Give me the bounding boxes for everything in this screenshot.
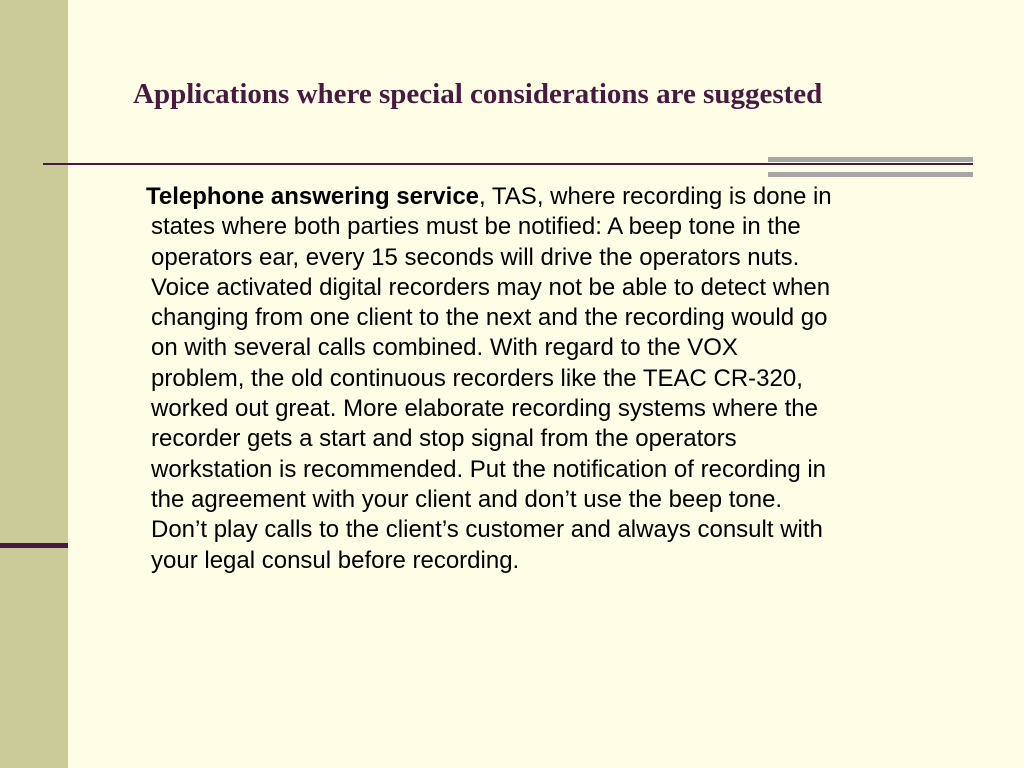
title-divider <box>43 163 973 165</box>
body-line-4: Voice activated digital recorders may not be able to detect when <box>151 273 831 301</box>
left-sidebar-rule <box>0 543 68 548</box>
body-term: Telephone answering service <box>146 183 480 210</box>
body-line-2: states where both parties must be notified: A beep tone in the <box>151 213 801 241</box>
left-sidebar-bar <box>0 0 68 768</box>
slide-body <box>146 182 971 576</box>
body-line-11: the agreement with your client and don’t use the beep tone. <box>151 485 783 513</box>
body-line-13: your legal consul before recording. <box>151 546 520 574</box>
body-line-6: on with several calls combined. With regard to the VOX <box>151 334 738 362</box>
body-line-9: recorder gets a start and stop signal from the operators <box>151 425 737 453</box>
body-line-8: worked out great. More elaborate recording systems where the <box>151 395 818 423</box>
body-line-10: workstation is recommended. Put the notification of recording in <box>151 455 827 483</box>
accent-rule-top <box>768 157 973 162</box>
body-line-12: Don’t play calls to the client’s customer and always consult with <box>151 516 823 544</box>
body-line-3: operators ear, every 15 seconds will drive the operators nuts. <box>151 243 800 271</box>
slide-title: Applications where special considerations are suggested <box>133 78 823 110</box>
body-line-1-text: , TAS, where recording is done in <box>479 183 832 210</box>
body-line-1 <box>146 182 971 212</box>
body-line-7: problem, the old continuous recorders like the TEAC CR-320, <box>151 364 803 392</box>
accent-rule-bottom <box>768 172 973 177</box>
body-line-5: changing from one client to the next and the recording would go <box>151 304 828 332</box>
